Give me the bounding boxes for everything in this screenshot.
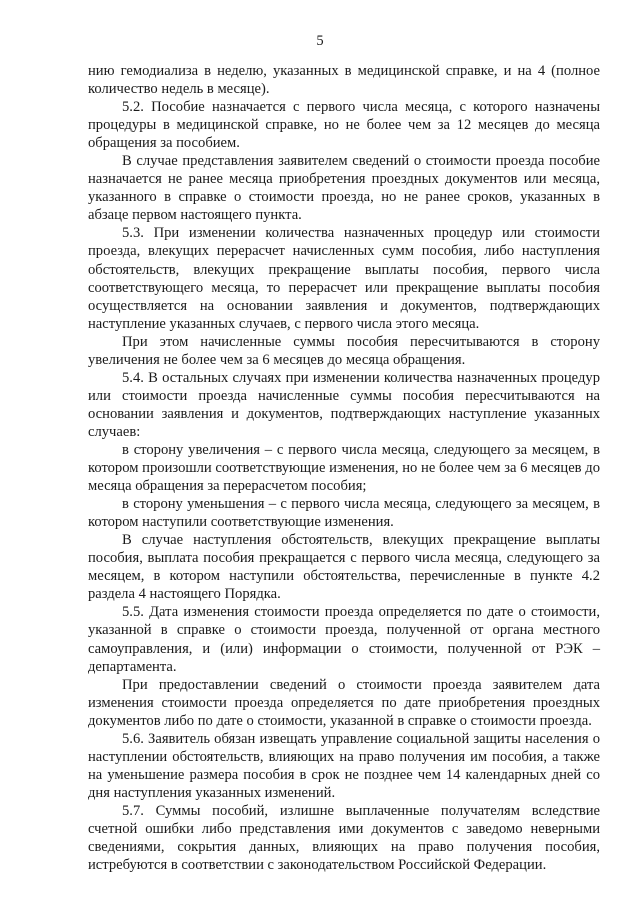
paragraph-5-4-decrease: в сторону уменьшения – с первого числа месяца, следующего за месяцем, в котором наступили соответствующие изменения. bbox=[88, 496, 600, 531]
paragraph-5-2-travel-cost: В случае представления заявителем сведений о стоимости проезда пособие назначается не ранее месяца приобретения проездных документов или месяца, указанного в справке о стоимости проезда, но не ранее сроков, указанных в абзаце первом настоящего пункта. bbox=[88, 153, 600, 224]
paragraph-5-3: 5.3. При изменении количества назначенных процедур или стоимости проезда, влекущих перерасчет начисленных сумм пособия, либо наступления обстоятельств, влекущих прекращение выплаты пособия, первого числа соответствующего месяца, то перерасчет или прекращение выплаты пособия осуществляется на основании заявления и документов, подтверждающих наступление указанных случаев, с первого числа этого месяца. bbox=[88, 225, 600, 332]
page-number: 5 bbox=[316, 33, 324, 49]
paragraph-5-5: 5.5. Дата изменения стоимости проезда определяется по дате о стоимости, указанной в справке о стоимости проезда, полученной от органа местного самоуправления, и (или) информации о стоимости, полученной от РЭК – департамента. bbox=[88, 604, 600, 675]
paragraph-5-6: 5.6. Заявитель обязан извещать управление социальной защиты населения о наступлении обстоятельств, влияющих на право получения им пособия, а также на уменьшение размера пособия в срок не позднее чем 14 календарных дней со дня наступления указанных изменений. bbox=[88, 730, 600, 801]
paragraph-5-3-recalculation: При этом начисленные суммы пособия пересчитываются в сторону увеличения не более чем за 6 месяцев до месяца обращения. bbox=[88, 333, 600, 368]
paragraph-5-4-termination: В случае наступления обстоятельств, влекущих прекращение выплаты пособия, выплата пособия прекращается с первого числа месяца, следующего за месяцем, в котором наступили обстоятельства, перечисленные в пункте 4.2 раздела 4 настоящего Порядка. bbox=[88, 532, 600, 603]
paragraph-5-2: 5.2. Пособие назначается с первого числа месяца, с которого назначены процедуры в медицинской справке, но не более чем за 12 месяцев до месяца обращения за пособием. bbox=[88, 99, 600, 152]
document-body bbox=[88, 62, 600, 874]
paragraph-5-5-applicant-data: При предоставлении сведений о стоимости проезда заявителем дата изменения стоимости проезда определяется по дате приобретения проездных документов либо по дате о стоимости, указанной в справке о стоимости проезда. bbox=[88, 676, 600, 729]
paragraph-5-7: 5.7. Суммы пособий, излишне выплаченные получателям вследствие счетной ошибки либо представления ими документов с заведомо неверными сведениями, сокрытия данных, влияющих на право получения пособия, истребуются в соответствии с законодательством Российской Федерации. bbox=[88, 802, 600, 874]
paragraph-5-4-increase: в сторону увеличения – с первого числа месяца, следующего за месяцем, в котором произошли соответствующие изменения, но не более чем за 6 месяцев до месяца обращения за перерасчетом пособия; bbox=[88, 441, 600, 495]
paragraph-5-4: 5.4. В остальных случаях при изменении количества назначенных процедур или стоимости проезда начисленные суммы пособия пересчитываются на основании заявления и документов, подтверждающих наступление указанных случаев: bbox=[88, 369, 600, 440]
paragraph-continuation: нию гемодиализа в неделю, указанных в медицинской справке, и на 4 (полное количество недель в месяце). bbox=[88, 63, 600, 98]
